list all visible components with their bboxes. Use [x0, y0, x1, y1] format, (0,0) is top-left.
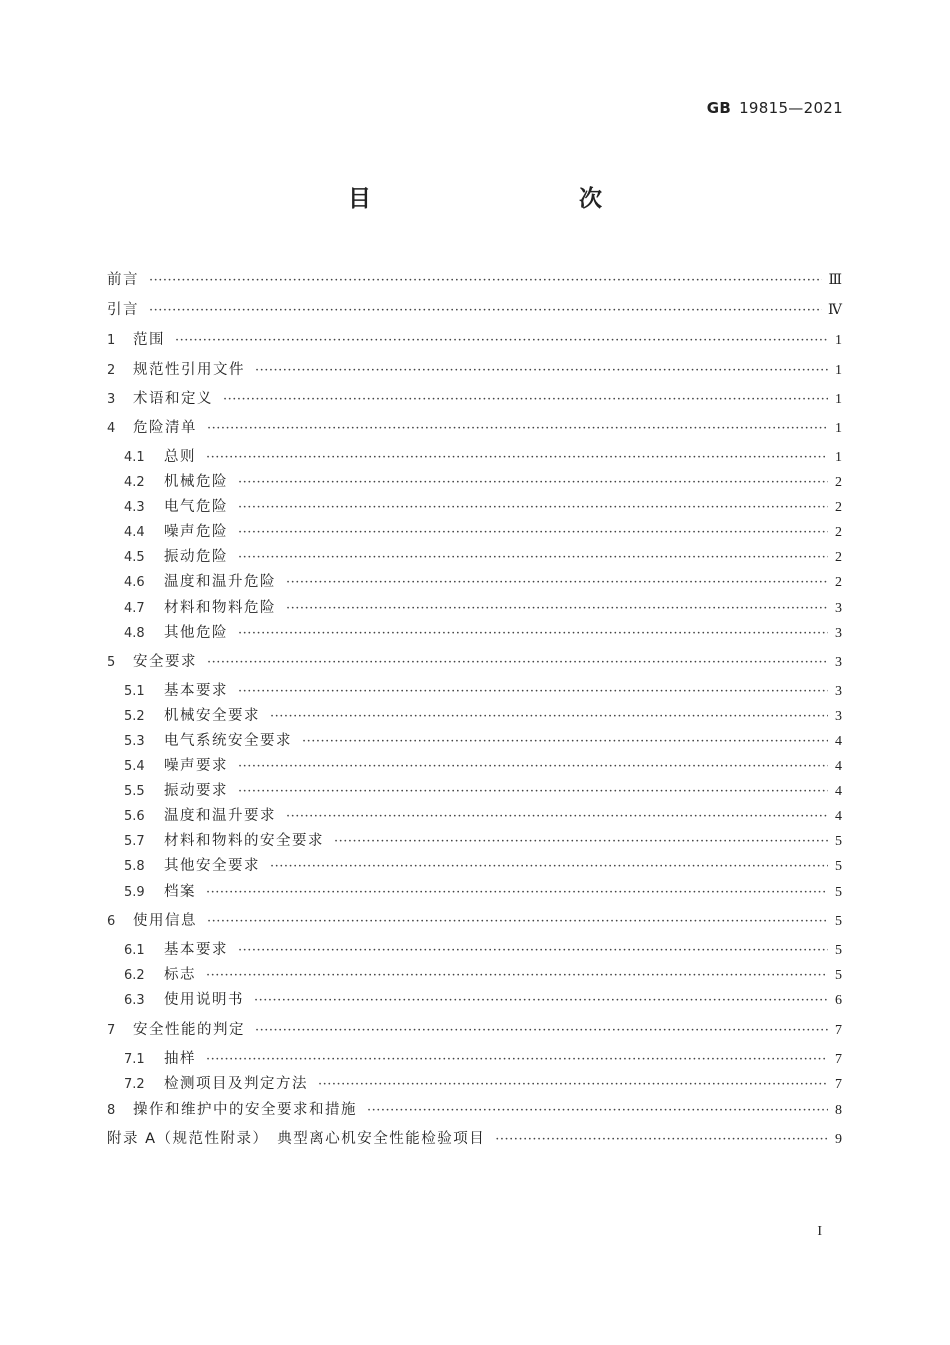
- toc-entry-page: 3: [835, 601, 842, 616]
- toc-entry-label: 噪声危险: [164, 524, 228, 540]
- toc-entry-page: 5: [835, 968, 842, 983]
- toc-entry-page: 3: [835, 626, 842, 641]
- toc-entry-number: 4.7: [124, 601, 145, 616]
- standard-prefix: GB: [706, 99, 732, 117]
- page-title: 目 次: [348, 186, 656, 212]
- toc-entry[interactable]: [124, 522, 842, 542]
- toc-entry-label: 电气危险: [164, 499, 228, 515]
- toc-leader-dots: [255, 361, 828, 381]
- toc-entry-number: 4.6: [124, 575, 145, 590]
- toc-entry-page: 7: [835, 1077, 842, 1092]
- toc-entry-page: 8: [835, 1103, 842, 1118]
- toc-entry-page: 6: [835, 993, 842, 1008]
- toc-entry-number: 2: [107, 363, 116, 378]
- toc-entry[interactable]: [107, 360, 842, 380]
- toc-entry-page: 2: [835, 525, 842, 540]
- toc-entry-label: 振动危险: [164, 549, 228, 565]
- toc-leader-dots: [238, 523, 828, 543]
- toc-entry[interactable]: [124, 706, 842, 726]
- toc-entry-page: 2: [835, 575, 842, 590]
- toc-entry[interactable]: [124, 497, 842, 517]
- toc-entry-label: 基本要求: [164, 942, 228, 958]
- toc-entry-page: 5: [835, 943, 842, 958]
- toc-leader-dots: [270, 857, 828, 877]
- toc-entry-number: 5: [107, 655, 116, 670]
- toc-entry[interactable]: [124, 965, 842, 985]
- toc-entry-label: 材料和物料的安全要求: [164, 833, 324, 849]
- toc-entry[interactable]: [107, 330, 842, 350]
- toc-leader-dots: [286, 573, 828, 593]
- toc-entry-number: 4.5: [124, 550, 145, 565]
- toc-leader-dots: [238, 941, 828, 961]
- toc-entry-label: 其他安全要求: [164, 858, 260, 874]
- toc-entry[interactable]: [124, 882, 842, 902]
- toc-leader-dots: [206, 966, 828, 986]
- toc-entry-label: 温度和温升危险: [164, 574, 276, 590]
- toc-entry-label: 使用说明书: [164, 992, 244, 1008]
- toc-entry-number: 5.7: [124, 834, 145, 849]
- standard-number: 19815—2021: [739, 99, 843, 117]
- toc-leader-dots: [334, 832, 828, 852]
- toc-leader-dots: [238, 782, 828, 802]
- toc-entry-label: 振动要求: [164, 783, 228, 799]
- toc-entry[interactable]: [124, 547, 842, 567]
- toc-leader-dots: [175, 331, 828, 351]
- toc-entry-number: 8: [107, 1103, 116, 1118]
- toc-entry-page: 1: [835, 363, 842, 378]
- toc-entry[interactable]: [124, 756, 842, 776]
- toc-entry-label: 机械安全要求: [164, 708, 260, 724]
- toc-entry[interactable]: [124, 681, 842, 701]
- toc-entry-page: 4: [835, 784, 842, 799]
- toc-leader-dots: [286, 807, 828, 827]
- toc-entry-number: 5.4: [124, 759, 145, 774]
- toc-entry-label: 机械危险: [164, 474, 228, 490]
- toc-entry[interactable]: [124, 572, 842, 592]
- toc-leader-dots: [149, 271, 822, 291]
- toc-entry-page: Ⅲ: [828, 273, 842, 288]
- toc-leader-dots: [207, 419, 828, 439]
- toc-entry-page: 1: [835, 333, 842, 348]
- toc-leader-dots: [238, 498, 828, 518]
- toc-entry[interactable]: [107, 1129, 842, 1149]
- toc-entry[interactable]: [124, 831, 842, 851]
- toc-entry-number: 5.9: [124, 885, 145, 900]
- toc-entry-number: 4.8: [124, 626, 145, 641]
- toc-entry[interactable]: [124, 856, 842, 876]
- toc-entry-label: 使用信息: [133, 913, 197, 929]
- toc-entry[interactable]: [124, 990, 842, 1010]
- toc-entry-number: 5.5: [124, 784, 145, 799]
- toc-entry-label: 电气系统安全要求: [164, 733, 292, 749]
- toc-entry-label: 档案: [164, 884, 196, 900]
- toc-entry-number: 4: [107, 421, 116, 436]
- toc-entry-number: 6.2: [124, 968, 145, 983]
- toc-entry-number: 5.6: [124, 809, 145, 824]
- toc-leader-dots: [238, 757, 828, 777]
- toc-entry-number: 4.3: [124, 500, 145, 515]
- toc-entry-number: 5.8: [124, 859, 145, 874]
- page-number: I: [817, 1224, 822, 1239]
- toc-entry[interactable]: [124, 447, 842, 467]
- toc-leader-dots: [238, 473, 828, 493]
- toc-entry-label: 标志: [164, 967, 196, 983]
- toc-leader-dots: [206, 448, 828, 468]
- toc-entry-page: 5: [835, 885, 842, 900]
- toc-leader-dots: [207, 912, 828, 932]
- toc-entry-label: 其他危险: [164, 625, 228, 641]
- toc-entry-number: 6.1: [124, 943, 145, 958]
- toc-leader-dots: [206, 883, 828, 903]
- toc-entry-label: 规范性引用文件: [133, 362, 245, 378]
- toc-entry-page: 1: [835, 392, 842, 407]
- toc-entry[interactable]: [107, 1100, 842, 1120]
- toc-entry-number: 5.1: [124, 684, 145, 699]
- toc-entry-label: 操作和维护中的安全要求和措施: [133, 1102, 357, 1118]
- toc-entry-page: 7: [835, 1052, 842, 1067]
- toc-entry-number: 7.2: [124, 1077, 145, 1092]
- toc-entry-page: 5: [835, 914, 842, 929]
- toc-leader-dots: [238, 682, 828, 702]
- toc-entry[interactable]: [124, 623, 842, 643]
- toc-entry-page: 4: [835, 809, 842, 824]
- toc-entry[interactable]: [124, 1049, 842, 1069]
- toc-leader-dots: [206, 1050, 828, 1070]
- toc-entry-page: 4: [835, 734, 842, 749]
- toc-entry-number: 6.3: [124, 993, 145, 1008]
- toc-entry[interactable]: [107, 911, 842, 931]
- toc-entry-label: 前言: [107, 272, 139, 288]
- toc-leader-dots: [238, 624, 828, 644]
- toc-entry-page: 3: [835, 655, 842, 670]
- toc-entry[interactable]: [107, 300, 842, 320]
- standard-code: [707, 99, 843, 117]
- toc-entry-label: 附录 A（规范性附录） 典型离心机安全性能检验项目: [107, 1131, 486, 1147]
- toc-entry-label: 检测项目及判定方法: [164, 1076, 308, 1092]
- toc-entry-page: 5: [835, 834, 842, 849]
- toc-entry-number: 3: [107, 392, 116, 407]
- toc-entry-label: 安全性能的判定: [133, 1022, 245, 1038]
- toc-entry[interactable]: [107, 389, 842, 409]
- toc-leader-dots: [270, 707, 828, 727]
- toc-leader-dots: [207, 653, 828, 673]
- toc-entry-number: 7.1: [124, 1052, 145, 1067]
- toc-entry-page: 3: [835, 709, 842, 724]
- toc-entry-number: 5.3: [124, 734, 145, 749]
- toc-entry-label: 术语和定义: [133, 391, 213, 407]
- toc-entry-number: 4.2: [124, 475, 145, 490]
- toc-entry-label: 基本要求: [164, 683, 228, 699]
- toc-entry-label: 抽样: [164, 1051, 196, 1067]
- toc-leader-dots: [367, 1101, 828, 1121]
- toc-entry-page: 7: [835, 1023, 842, 1038]
- toc-entry[interactable]: [124, 940, 842, 960]
- toc-leader-dots: [318, 1075, 828, 1095]
- toc-leader-dots: [495, 1130, 828, 1150]
- toc-leader-dots: [254, 991, 828, 1011]
- toc-entry-page: Ⅳ: [828, 303, 842, 318]
- toc-leader-dots: [255, 1021, 828, 1041]
- toc-entry-page: 9: [835, 1132, 842, 1147]
- toc-entry-page: 1: [835, 421, 842, 436]
- toc-entry[interactable]: [124, 472, 842, 492]
- toc-entry[interactable]: [107, 418, 842, 438]
- toc-entry-page: 3: [835, 684, 842, 699]
- toc-leader-dots: [286, 599, 828, 619]
- toc-entry-label: 噪声要求: [164, 758, 228, 774]
- toc-entry[interactable]: [124, 1074, 842, 1094]
- toc-entry-label: 范围: [133, 332, 165, 348]
- toc-entry[interactable]: [124, 806, 842, 826]
- toc-entry[interactable]: [124, 781, 842, 801]
- toc-entry-label: 引言: [107, 302, 139, 318]
- toc-entry-label: 安全要求: [133, 654, 197, 670]
- toc-entry-number: 1: [107, 333, 116, 348]
- toc-entry-number: 5.2: [124, 709, 145, 724]
- toc-leader-dots: [238, 548, 828, 568]
- toc-entry[interactable]: [107, 1020, 842, 1040]
- toc-entry-number: 7: [107, 1023, 116, 1038]
- toc-entry[interactable]: [107, 270, 842, 290]
- toc-entry-page: 5: [835, 859, 842, 874]
- toc-entry-number: 4.1: [124, 450, 145, 465]
- toc-entry-page: 2: [835, 500, 842, 515]
- toc-entry-number: 4.4: [124, 525, 145, 540]
- toc-entry[interactable]: [124, 598, 842, 618]
- toc-entry-page: 2: [835, 475, 842, 490]
- toc-entry-label: 总则: [164, 449, 196, 465]
- toc-entry-label: 温度和温升要求: [164, 808, 276, 824]
- toc-leader-dots: [302, 732, 828, 752]
- toc-leader-dots: [223, 390, 828, 410]
- toc-entry-page: 1: [835, 450, 842, 465]
- toc-entry[interactable]: [124, 731, 842, 751]
- toc-entry-page: 4: [835, 759, 842, 774]
- toc-entry-label: 危险清单: [133, 420, 197, 436]
- toc-leader-dots: [149, 301, 822, 321]
- toc-entry-number: 6: [107, 914, 116, 929]
- toc-entry-page: 2: [835, 550, 842, 565]
- toc-entry-label: 材料和物料危险: [164, 600, 276, 616]
- toc-entry[interactable]: [107, 652, 842, 672]
